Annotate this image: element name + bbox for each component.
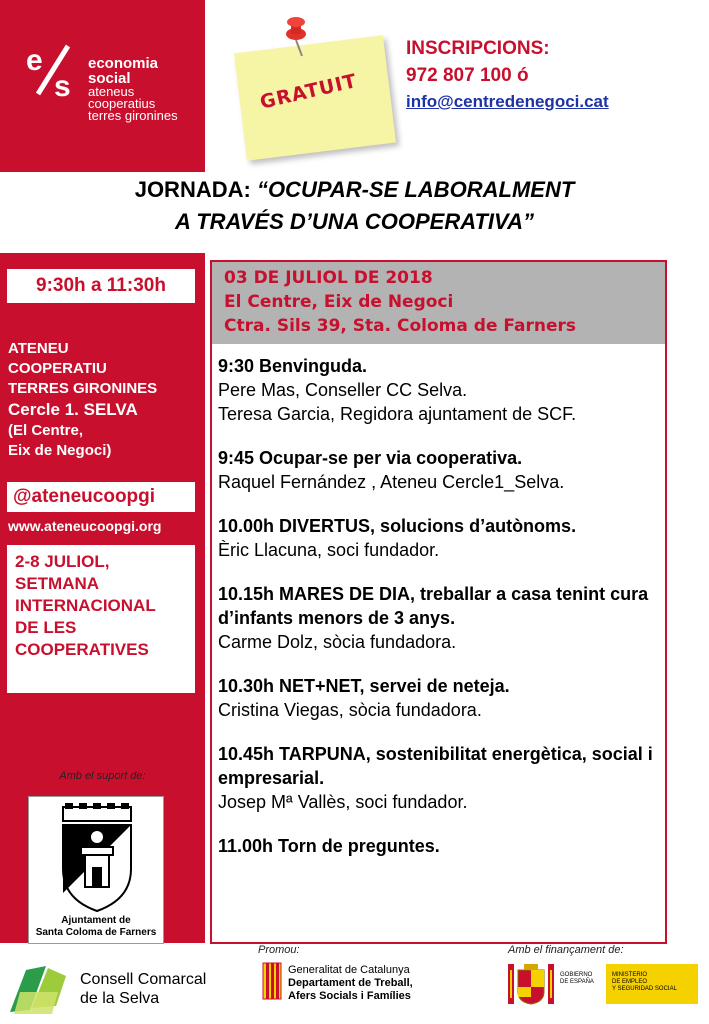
inscriptions-title: INSCRIPCIONS: (406, 38, 550, 59)
social-handle: @ateneucoopgi (5, 480, 197, 514)
program-item-speaker: Cristina Viegas, sòcia fundadora. (218, 700, 482, 720)
program-item-heading: 11.00h Torn de preguntes. (218, 836, 440, 856)
program-item (218, 742, 659, 814)
program-item (218, 834, 659, 858)
support-label: Amb el suport de: (59, 770, 146, 782)
pushpin-icon (280, 14, 314, 58)
spain-coat-of-arms-icon (508, 962, 554, 1006)
event-date: 03 DE JULIOL DE 2018 (224, 268, 433, 288)
program-item-speaker: Èric Llacuna, soci fundador. (218, 540, 440, 560)
generalitat-icon (262, 962, 282, 1002)
logo-text (88, 56, 178, 122)
ateneu-info (8, 339, 157, 461)
event-address: Ctra. Sils 39, Sta. Coloma de Farners (224, 316, 577, 336)
inscriptions-block (406, 36, 609, 114)
consell-comarcal-logo (6, 962, 226, 1018)
ajuntament-caption-line: Santa Coloma de Farners (35, 927, 157, 938)
es-logo-icon (24, 40, 82, 98)
program-item-heading: 10.15h MARES DE DIA, treballar a casa tenint cura d’infants menors de 3 anys. (218, 584, 649, 628)
gobierno-espana-logo (508, 962, 698, 1012)
program-item-speaker: Pere Mas, Conseller CC Selva. (218, 380, 468, 400)
gobierno-line: DE ESPAÑA (560, 979, 594, 985)
generalitat-line: Generalitat de Catalunya (288, 964, 410, 976)
ajuntament-caption (29, 915, 163, 939)
consell-comarcal-text (80, 970, 206, 1008)
logo-line-social: social (88, 70, 131, 87)
program-item-speaker: Carme Dolz, sòcia fundadora. (218, 632, 457, 652)
finance-label: Amb el finançament de: (508, 944, 624, 956)
ateneu-line: Cercle 1. SELVA (8, 400, 138, 419)
generalitat-line: Afers Socials i Famílies (288, 990, 411, 1002)
event-title-prefix: JORNADA: (134, 177, 257, 202)
gratuit-sticky-note (234, 35, 396, 160)
event-title-line2: A TRAVÉS D’UNA COOPERATIVA” (175, 209, 534, 234)
ministerio-line: DE EMPLEO (612, 979, 648, 985)
ateneu-line: COOPERATIU (8, 360, 107, 377)
gobierno-text (560, 972, 594, 986)
program-item-heading: 10.30h NET+NET, servei de neteja. (218, 676, 510, 696)
program-item-speaker: Raquel Fernández , Ateneu Cercle1_Selva. (218, 472, 565, 492)
svg-text:s: s (54, 70, 71, 98)
ateneu-line: ATENEU (8, 340, 69, 357)
consell-line: de la Selva (80, 990, 160, 1007)
program-item (218, 514, 659, 562)
program-item-heading: 9:45 Ocupar-se per via cooperativa. (218, 448, 523, 468)
event-title (0, 174, 709, 238)
program-item (218, 446, 659, 494)
week-line: 2-8 JULIOL, (15, 552, 110, 571)
inscriptions-email-link[interactable]: info@centredenegoci.cat (406, 92, 609, 111)
program-item-heading: 10.00h DIVERTUS, solucions d’autònoms. (218, 516, 577, 536)
program-schedule (210, 344, 667, 944)
ateneu-line: Eix de Negoci) (8, 442, 112, 459)
website-link[interactable]: www.ateneucoopgi.org (8, 518, 162, 534)
program-item-speaker: Josep Mª Vallès, soci fundador. (218, 792, 468, 812)
consell-line: Consell Comarcal (80, 971, 207, 988)
program-item (218, 354, 659, 426)
generalitat-logo (262, 962, 462, 1012)
cooperatives-week-box (5, 543, 197, 695)
ministerio-line: MINISTERIO (612, 972, 648, 978)
week-line: INTERNACIONAL (15, 596, 156, 615)
event-date-venue (210, 260, 667, 344)
inscriptions-phone: 972 807 100 ó (406, 65, 529, 86)
left-sidebar (0, 253, 205, 943)
ateneu-line: TERRES GIRONINES (8, 380, 158, 397)
coat-of-arms-icon (57, 803, 137, 913)
program-item-heading: 10.45h TARPUNA, sostenibilitat energètica, social i empresarial. (218, 744, 653, 788)
generalitat-line: Departament de Treball, (288, 977, 413, 989)
consell-comarcal-icon (6, 962, 74, 1018)
logo-line-terres: terres gironines (88, 108, 178, 123)
week-line: SETMANA (15, 574, 100, 593)
week-line: COOPERATIVES (15, 640, 149, 659)
event-title-quote1: “OCUPAR-SE LABORALMENT (256, 177, 575, 202)
week-line: DE LES (15, 618, 77, 637)
ministerio-line: Y SEGURIDAD SOCIAL (612, 986, 677, 992)
event-venue: El Centre, Eix de Negoci (224, 292, 454, 312)
ajuntament-logo (28, 796, 164, 944)
ajuntament-caption-line: Ajuntament de (61, 915, 131, 926)
gratuit-label: GRATUIT (257, 69, 360, 114)
generalitat-text (288, 964, 413, 1003)
svg-text:e: e (26, 44, 43, 77)
gobierno-line: GOBIERNO (560, 972, 593, 978)
promou-label: Promou: (258, 944, 300, 956)
ateneu-line: (El Centre, (8, 422, 84, 439)
logo-line-economia: economia (88, 55, 159, 72)
program-item (218, 582, 659, 654)
logo-line-ateneus: ateneus (88, 84, 135, 99)
event-title-line1 (0, 174, 709, 206)
economia-social-logo-block (0, 0, 205, 172)
program-item (218, 674, 659, 722)
program-item-speaker: Teresa Garcia, Regidora ajuntament de SCF. (218, 404, 577, 424)
ministerio-text (612, 972, 677, 993)
logo-line-cooperatius: cooperatius (88, 96, 156, 111)
program-item-heading: 9:30 Benvinguda. (218, 356, 368, 376)
time-box: 9:30h a 11:30h (5, 267, 197, 305)
